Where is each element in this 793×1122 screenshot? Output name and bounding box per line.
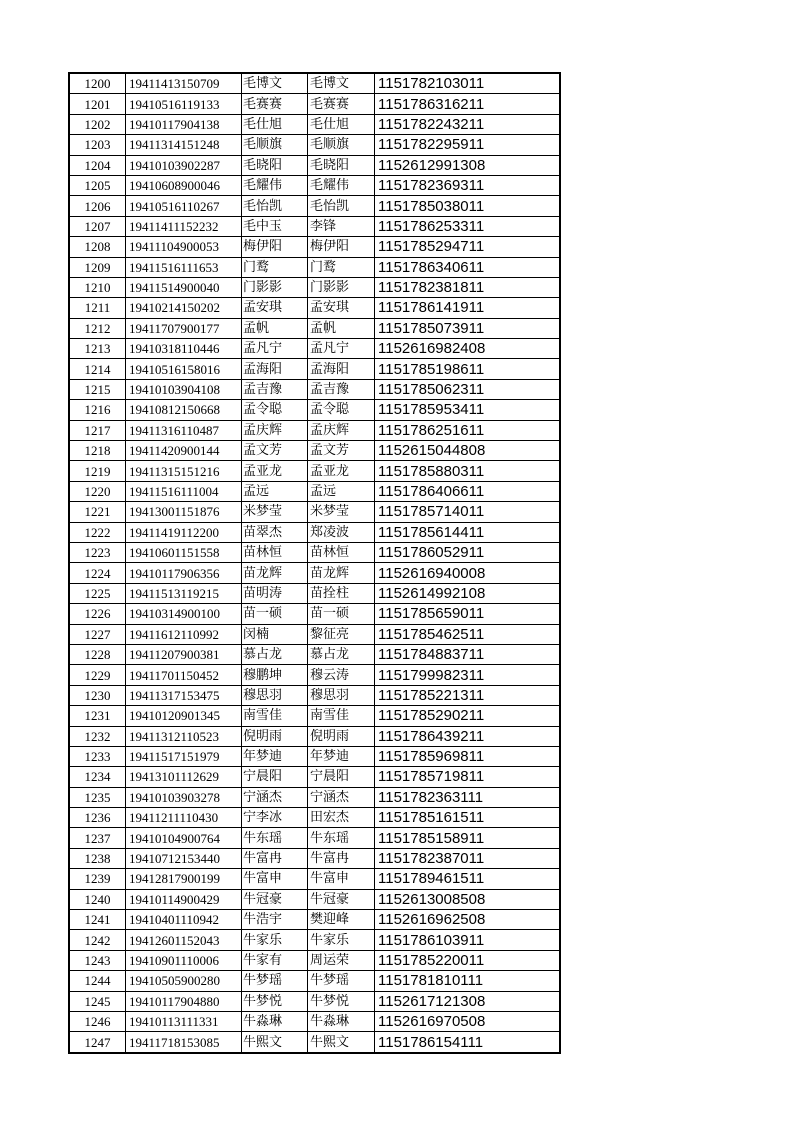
table-row bbox=[69, 94, 560, 114]
account-number-cell: 1152613008508 bbox=[375, 889, 561, 909]
row-index-cell: 1226 bbox=[69, 604, 126, 624]
name-cell: 牛东瑶 bbox=[242, 828, 308, 848]
student-number-cell: 19411312110523 bbox=[126, 726, 242, 746]
table-row bbox=[69, 950, 560, 970]
table-row bbox=[69, 400, 560, 420]
table-row bbox=[69, 441, 560, 461]
row-index-cell: 1209 bbox=[69, 257, 126, 277]
payee-name-cell: 毛耀伟 bbox=[308, 175, 375, 195]
payee-name-cell: 田宏杰 bbox=[308, 808, 375, 828]
account-number-cell: 1151782363111 bbox=[375, 787, 561, 807]
payee-name-cell: 米梦莹 bbox=[308, 502, 375, 522]
payee-name-cell: 牛熙文 bbox=[308, 1032, 375, 1053]
row-index-cell: 1229 bbox=[69, 665, 126, 685]
account-number-cell: 1151786439211 bbox=[375, 726, 561, 746]
name-cell: 宁晨阳 bbox=[242, 767, 308, 787]
row-index-cell: 1218 bbox=[69, 441, 126, 461]
student-number-cell: 19410117906356 bbox=[126, 563, 242, 583]
payee-name-cell: 周运荣 bbox=[308, 950, 375, 970]
payee-name-cell: 梅伊阳 bbox=[308, 237, 375, 257]
payee-name-cell: 苗龙辉 bbox=[308, 563, 375, 583]
account-number-cell: 1151786052911 bbox=[375, 542, 561, 562]
student-number-cell: 19410314900100 bbox=[126, 604, 242, 624]
student-number-cell: 19411514900040 bbox=[126, 277, 242, 297]
name-cell: 牛淼琳 bbox=[242, 1011, 308, 1031]
payee-name-cell: 穆云涛 bbox=[308, 665, 375, 685]
account-number-cell: 1152612991308 bbox=[375, 155, 561, 175]
payee-name-cell: 南雪佳 bbox=[308, 706, 375, 726]
payee-name-cell: 毛怡凯 bbox=[308, 196, 375, 216]
name-cell: 南雪佳 bbox=[242, 706, 308, 726]
account-number-cell: 1151785198611 bbox=[375, 359, 561, 379]
table-row bbox=[69, 1032, 560, 1053]
student-number-cell: 19411718153085 bbox=[126, 1032, 242, 1053]
student-number-cell: 19411211110430 bbox=[126, 808, 242, 828]
account-number-cell: 1151781810111 bbox=[375, 971, 561, 991]
table-row bbox=[69, 563, 560, 583]
row-index-cell: 1245 bbox=[69, 991, 126, 1011]
name-cell: 慕占龙 bbox=[242, 644, 308, 664]
row-index-cell: 1219 bbox=[69, 461, 126, 481]
name-cell: 牛富冉 bbox=[242, 848, 308, 868]
student-number-cell: 19410516110267 bbox=[126, 196, 242, 216]
table-row bbox=[69, 135, 560, 155]
name-cell: 门影影 bbox=[242, 277, 308, 297]
table-row bbox=[69, 542, 560, 562]
name-cell: 毛赛赛 bbox=[242, 94, 308, 114]
payee-name-cell: 慕占龙 bbox=[308, 644, 375, 664]
payee-name-cell: 牛家乐 bbox=[308, 930, 375, 950]
name-cell: 倪明雨 bbox=[242, 726, 308, 746]
student-number-cell: 19411707900177 bbox=[126, 318, 242, 338]
name-cell: 宁李冰 bbox=[242, 808, 308, 828]
account-number-cell: 1151789461511 bbox=[375, 869, 561, 889]
account-number-cell: 1151785221311 bbox=[375, 685, 561, 705]
table-row bbox=[69, 237, 560, 257]
row-index-cell: 1211 bbox=[69, 298, 126, 318]
account-number-cell: 1151785462511 bbox=[375, 624, 561, 644]
table-row bbox=[69, 379, 560, 399]
payee-name-cell: 孟凡宁 bbox=[308, 339, 375, 359]
account-number-cell: 1151785161511 bbox=[375, 808, 561, 828]
name-cell: 苗翠杰 bbox=[242, 522, 308, 542]
student-number-cell: 19411314151248 bbox=[126, 135, 242, 155]
account-number-cell: 1151786340611 bbox=[375, 257, 561, 277]
account-number-cell: 1151786141911 bbox=[375, 298, 561, 318]
name-cell: 年梦迪 bbox=[242, 746, 308, 766]
table-row bbox=[69, 706, 560, 726]
account-number-cell: 1151782103011 bbox=[375, 73, 561, 94]
row-index-cell: 1227 bbox=[69, 624, 126, 644]
row-index-cell: 1222 bbox=[69, 522, 126, 542]
table-row bbox=[69, 991, 560, 1011]
student-number-cell: 19411315151216 bbox=[126, 461, 242, 481]
student-number-cell: 19410120901345 bbox=[126, 706, 242, 726]
student-number-cell: 19410114900429 bbox=[126, 889, 242, 909]
student-number-cell: 19411513119215 bbox=[126, 583, 242, 603]
row-index-cell: 1243 bbox=[69, 950, 126, 970]
student-number-cell: 19413001151876 bbox=[126, 502, 242, 522]
account-number-cell: 1151782243211 bbox=[375, 114, 561, 134]
table-row bbox=[69, 869, 560, 889]
payee-name-cell: 穆思羽 bbox=[308, 685, 375, 705]
row-index-cell: 1200 bbox=[69, 73, 126, 94]
name-cell: 毛博文 bbox=[242, 73, 308, 94]
table-row bbox=[69, 502, 560, 522]
table-row bbox=[69, 298, 560, 318]
payee-name-cell: 樊迎峰 bbox=[308, 910, 375, 930]
name-cell: 孟海阳 bbox=[242, 359, 308, 379]
name-cell: 牛家有 bbox=[242, 950, 308, 970]
name-cell: 穆思羽 bbox=[242, 685, 308, 705]
name-cell: 毛顺旗 bbox=[242, 135, 308, 155]
payee-name-cell: 孟帆 bbox=[308, 318, 375, 338]
row-index-cell: 1201 bbox=[69, 94, 126, 114]
account-number-cell: 1151786251611 bbox=[375, 420, 561, 440]
account-number-cell: 1151782295911 bbox=[375, 135, 561, 155]
account-number-cell: 1151785073911 bbox=[375, 318, 561, 338]
student-number-cell: 19410601151558 bbox=[126, 542, 242, 562]
table-row bbox=[69, 318, 560, 338]
account-number-cell: 1151786316211 bbox=[375, 94, 561, 114]
name-cell: 宁涵杰 bbox=[242, 787, 308, 807]
table-row bbox=[69, 339, 560, 359]
account-number-cell: 1151785294711 bbox=[375, 237, 561, 257]
account-number-cell: 1151785614411 bbox=[375, 522, 561, 542]
name-cell: 闵楠 bbox=[242, 624, 308, 644]
row-index-cell: 1210 bbox=[69, 277, 126, 297]
row-index-cell: 1232 bbox=[69, 726, 126, 746]
table-row bbox=[69, 522, 560, 542]
name-cell: 穆鹏坤 bbox=[242, 665, 308, 685]
table-row bbox=[69, 277, 560, 297]
account-number-cell: 1151782369311 bbox=[375, 175, 561, 195]
payee-name-cell: 毛博文 bbox=[308, 73, 375, 94]
row-index-cell: 1239 bbox=[69, 869, 126, 889]
name-cell: 孟帆 bbox=[242, 318, 308, 338]
row-index-cell: 1240 bbox=[69, 889, 126, 909]
table-row bbox=[69, 889, 560, 909]
payee-name-cell: 牛梦悦 bbox=[308, 991, 375, 1011]
payee-name-cell: 牛东瑶 bbox=[308, 828, 375, 848]
account-number-cell: 1151785659011 bbox=[375, 604, 561, 624]
name-cell: 牛家乐 bbox=[242, 930, 308, 950]
roster-table bbox=[68, 72, 561, 1054]
student-number-cell: 19411517151979 bbox=[126, 746, 242, 766]
account-number-cell: 1152616970508 bbox=[375, 1011, 561, 1031]
name-cell: 牛梦瑶 bbox=[242, 971, 308, 991]
student-number-cell: 19411419112200 bbox=[126, 522, 242, 542]
account-number-cell: 1151785953411 bbox=[375, 400, 561, 420]
student-number-cell: 19410103903278 bbox=[126, 787, 242, 807]
name-cell: 孟远 bbox=[242, 481, 308, 501]
name-cell: 毛晓阳 bbox=[242, 155, 308, 175]
payee-name-cell: 宁晨阳 bbox=[308, 767, 375, 787]
table-row bbox=[69, 216, 560, 236]
table-row bbox=[69, 685, 560, 705]
table-row bbox=[69, 1011, 560, 1031]
name-cell: 牛熙文 bbox=[242, 1032, 308, 1053]
table-row bbox=[69, 420, 560, 440]
payee-name-cell: 门鹜 bbox=[308, 257, 375, 277]
row-index-cell: 1244 bbox=[69, 971, 126, 991]
payee-name-cell: 牛冠豪 bbox=[308, 889, 375, 909]
name-cell: 孟凡宁 bbox=[242, 339, 308, 359]
row-index-cell: 1208 bbox=[69, 237, 126, 257]
account-number-cell: 1151785969811 bbox=[375, 746, 561, 766]
account-number-cell: 1152617121308 bbox=[375, 991, 561, 1011]
row-index-cell: 1221 bbox=[69, 502, 126, 522]
account-number-cell: 1151782381811 bbox=[375, 277, 561, 297]
table-row bbox=[69, 155, 560, 175]
table-row bbox=[69, 787, 560, 807]
name-cell: 孟安琪 bbox=[242, 298, 308, 318]
table-row bbox=[69, 461, 560, 481]
payee-name-cell: 孟海阳 bbox=[308, 359, 375, 379]
table-row bbox=[69, 808, 560, 828]
account-number-cell: 1152616982408 bbox=[375, 339, 561, 359]
payee-name-cell: 门影影 bbox=[308, 277, 375, 297]
name-cell: 毛仕旭 bbox=[242, 114, 308, 134]
student-number-cell: 19410516119133 bbox=[126, 94, 242, 114]
payee-name-cell: 苗拴柱 bbox=[308, 583, 375, 603]
row-index-cell: 1242 bbox=[69, 930, 126, 950]
table-row bbox=[69, 848, 560, 868]
account-number-cell: 1152614992108 bbox=[375, 583, 561, 603]
table-row bbox=[69, 746, 560, 766]
name-cell: 米梦莹 bbox=[242, 502, 308, 522]
table-row bbox=[69, 624, 560, 644]
table-row bbox=[69, 665, 560, 685]
table-row bbox=[69, 583, 560, 603]
account-number-cell: 1151785038011 bbox=[375, 196, 561, 216]
row-index-cell: 1220 bbox=[69, 481, 126, 501]
student-number-cell: 19411317153475 bbox=[126, 685, 242, 705]
payee-name-cell: 孟文芳 bbox=[308, 441, 375, 461]
student-number-cell: 19411104900053 bbox=[126, 237, 242, 257]
name-cell: 苗明涛 bbox=[242, 583, 308, 603]
row-index-cell: 1203 bbox=[69, 135, 126, 155]
name-cell: 门鹜 bbox=[242, 257, 308, 277]
name-cell: 牛富申 bbox=[242, 869, 308, 889]
student-number-cell: 19410117904138 bbox=[126, 114, 242, 134]
row-index-cell: 1230 bbox=[69, 685, 126, 705]
payee-name-cell: 毛顺旗 bbox=[308, 135, 375, 155]
payee-name-cell: 孟亚龙 bbox=[308, 461, 375, 481]
row-index-cell: 1225 bbox=[69, 583, 126, 603]
table-row bbox=[69, 910, 560, 930]
row-index-cell: 1202 bbox=[69, 114, 126, 134]
payee-name-cell: 李锋 bbox=[308, 216, 375, 236]
payee-name-cell: 苗一硕 bbox=[308, 604, 375, 624]
name-cell: 牛浩宇 bbox=[242, 910, 308, 930]
account-number-cell: 1152616962508 bbox=[375, 910, 561, 930]
account-number-cell: 1151785714011 bbox=[375, 502, 561, 522]
roster-table-body bbox=[69, 73, 560, 1053]
student-number-cell: 19410117904880 bbox=[126, 991, 242, 1011]
student-number-cell: 19411420900144 bbox=[126, 441, 242, 461]
row-index-cell: 1214 bbox=[69, 359, 126, 379]
row-index-cell: 1212 bbox=[69, 318, 126, 338]
payee-name-cell: 牛富申 bbox=[308, 869, 375, 889]
payee-name-cell: 孟吉豫 bbox=[308, 379, 375, 399]
payee-name-cell: 牛淼琳 bbox=[308, 1011, 375, 1031]
student-number-cell: 19411411152232 bbox=[126, 216, 242, 236]
name-cell: 孟令聪 bbox=[242, 400, 308, 420]
name-cell: 毛中玉 bbox=[242, 216, 308, 236]
row-index-cell: 1233 bbox=[69, 746, 126, 766]
row-index-cell: 1231 bbox=[69, 706, 126, 726]
table-row bbox=[69, 828, 560, 848]
account-number-cell: 1151785062311 bbox=[375, 379, 561, 399]
payee-name-cell: 苗林恒 bbox=[308, 542, 375, 562]
table-row bbox=[69, 359, 560, 379]
name-cell: 孟亚龙 bbox=[242, 461, 308, 481]
student-number-cell: 19410401110942 bbox=[126, 910, 242, 930]
name-cell: 牛冠豪 bbox=[242, 889, 308, 909]
student-number-cell: 19410712153440 bbox=[126, 848, 242, 868]
row-index-cell: 1206 bbox=[69, 196, 126, 216]
table-row bbox=[69, 604, 560, 624]
name-cell: 毛耀伟 bbox=[242, 175, 308, 195]
row-index-cell: 1224 bbox=[69, 563, 126, 583]
student-number-cell: 19410113111331 bbox=[126, 1011, 242, 1031]
payee-name-cell: 孟安琪 bbox=[308, 298, 375, 318]
account-number-cell: 1151782387011 bbox=[375, 848, 561, 868]
account-number-cell: 1151785880311 bbox=[375, 461, 561, 481]
row-index-cell: 1241 bbox=[69, 910, 126, 930]
table-row bbox=[69, 930, 560, 950]
student-number-cell: 19410516158016 bbox=[126, 359, 242, 379]
student-number-cell: 19410103904108 bbox=[126, 379, 242, 399]
payee-name-cell: 牛梦瑶 bbox=[308, 971, 375, 991]
student-number-cell: 19410812150668 bbox=[126, 400, 242, 420]
payee-name-cell: 毛仕旭 bbox=[308, 114, 375, 134]
account-number-cell: 1151785719811 bbox=[375, 767, 561, 787]
account-number-cell: 1151786103911 bbox=[375, 930, 561, 950]
table-row bbox=[69, 73, 560, 94]
table-row bbox=[69, 481, 560, 501]
row-index-cell: 1235 bbox=[69, 787, 126, 807]
row-index-cell: 1213 bbox=[69, 339, 126, 359]
table-row bbox=[69, 257, 560, 277]
row-index-cell: 1204 bbox=[69, 155, 126, 175]
payee-name-cell: 毛晓阳 bbox=[308, 155, 375, 175]
student-number-cell: 19411516111653 bbox=[126, 257, 242, 277]
payee-name-cell: 黎征亮 bbox=[308, 624, 375, 644]
student-number-cell: 19413101112629 bbox=[126, 767, 242, 787]
table-row bbox=[69, 971, 560, 991]
account-number-cell: 1152616940008 bbox=[375, 563, 561, 583]
row-index-cell: 1216 bbox=[69, 400, 126, 420]
table-row bbox=[69, 726, 560, 746]
account-number-cell: 1152615044808 bbox=[375, 441, 561, 461]
student-number-cell: 19411516111004 bbox=[126, 481, 242, 501]
student-number-cell: 19410505900280 bbox=[126, 971, 242, 991]
name-cell: 苗龙辉 bbox=[242, 563, 308, 583]
name-cell: 牛梦悦 bbox=[242, 991, 308, 1011]
row-index-cell: 1246 bbox=[69, 1011, 126, 1031]
account-number-cell: 1151784883711 bbox=[375, 644, 561, 664]
table-row bbox=[69, 196, 560, 216]
student-number-cell: 19411701150452 bbox=[126, 665, 242, 685]
payee-name-cell: 倪明雨 bbox=[308, 726, 375, 746]
row-index-cell: 1228 bbox=[69, 644, 126, 664]
table-row bbox=[69, 114, 560, 134]
row-index-cell: 1238 bbox=[69, 848, 126, 868]
name-cell: 苗林恒 bbox=[242, 542, 308, 562]
student-number-cell: 19410103902287 bbox=[126, 155, 242, 175]
payee-name-cell: 孟令聪 bbox=[308, 400, 375, 420]
student-number-cell: 19411612110992 bbox=[126, 624, 242, 644]
student-number-cell: 19410901110006 bbox=[126, 950, 242, 970]
account-number-cell: 1151785220011 bbox=[375, 950, 561, 970]
payee-name-cell: 孟远 bbox=[308, 481, 375, 501]
row-index-cell: 1223 bbox=[69, 542, 126, 562]
student-number-cell: 19410104900764 bbox=[126, 828, 242, 848]
name-cell: 苗一硕 bbox=[242, 604, 308, 624]
name-cell: 梅伊阳 bbox=[242, 237, 308, 257]
student-number-cell: 19412817900199 bbox=[126, 869, 242, 889]
table-row bbox=[69, 644, 560, 664]
row-index-cell: 1247 bbox=[69, 1032, 126, 1053]
student-number-cell: 19410608900046 bbox=[126, 175, 242, 195]
account-number-cell: 1151786406611 bbox=[375, 481, 561, 501]
name-cell: 毛怡凯 bbox=[242, 196, 308, 216]
account-number-cell: 1151786253311 bbox=[375, 216, 561, 236]
payee-name-cell: 年梦迪 bbox=[308, 746, 375, 766]
account-number-cell: 1151785290211 bbox=[375, 706, 561, 726]
payee-name-cell: 毛赛赛 bbox=[308, 94, 375, 114]
student-number-cell: 19412601152043 bbox=[126, 930, 242, 950]
payee-name-cell: 孟庆辉 bbox=[308, 420, 375, 440]
student-number-cell: 19411316110487 bbox=[126, 420, 242, 440]
student-number-cell: 19411207900381 bbox=[126, 644, 242, 664]
account-number-cell: 1151785158911 bbox=[375, 828, 561, 848]
payee-name-cell: 牛富冉 bbox=[308, 848, 375, 868]
row-index-cell: 1236 bbox=[69, 808, 126, 828]
table-row bbox=[69, 767, 560, 787]
row-index-cell: 1237 bbox=[69, 828, 126, 848]
name-cell: 孟文芳 bbox=[242, 441, 308, 461]
student-number-cell: 19410214150202 bbox=[126, 298, 242, 318]
row-index-cell: 1207 bbox=[69, 216, 126, 236]
name-cell: 孟庆辉 bbox=[242, 420, 308, 440]
account-number-cell: 1151799982311 bbox=[375, 665, 561, 685]
payee-name-cell: 郑凌波 bbox=[308, 522, 375, 542]
row-index-cell: 1205 bbox=[69, 175, 126, 195]
name-cell: 孟吉豫 bbox=[242, 379, 308, 399]
student-number-cell: 19411413150709 bbox=[126, 73, 242, 94]
account-number-cell: 1151786154111 bbox=[375, 1032, 561, 1053]
row-index-cell: 1215 bbox=[69, 379, 126, 399]
student-number-cell: 19410318110446 bbox=[126, 339, 242, 359]
row-index-cell: 1234 bbox=[69, 767, 126, 787]
row-index-cell: 1217 bbox=[69, 420, 126, 440]
payee-name-cell: 宁涵杰 bbox=[308, 787, 375, 807]
table-row bbox=[69, 175, 560, 195]
